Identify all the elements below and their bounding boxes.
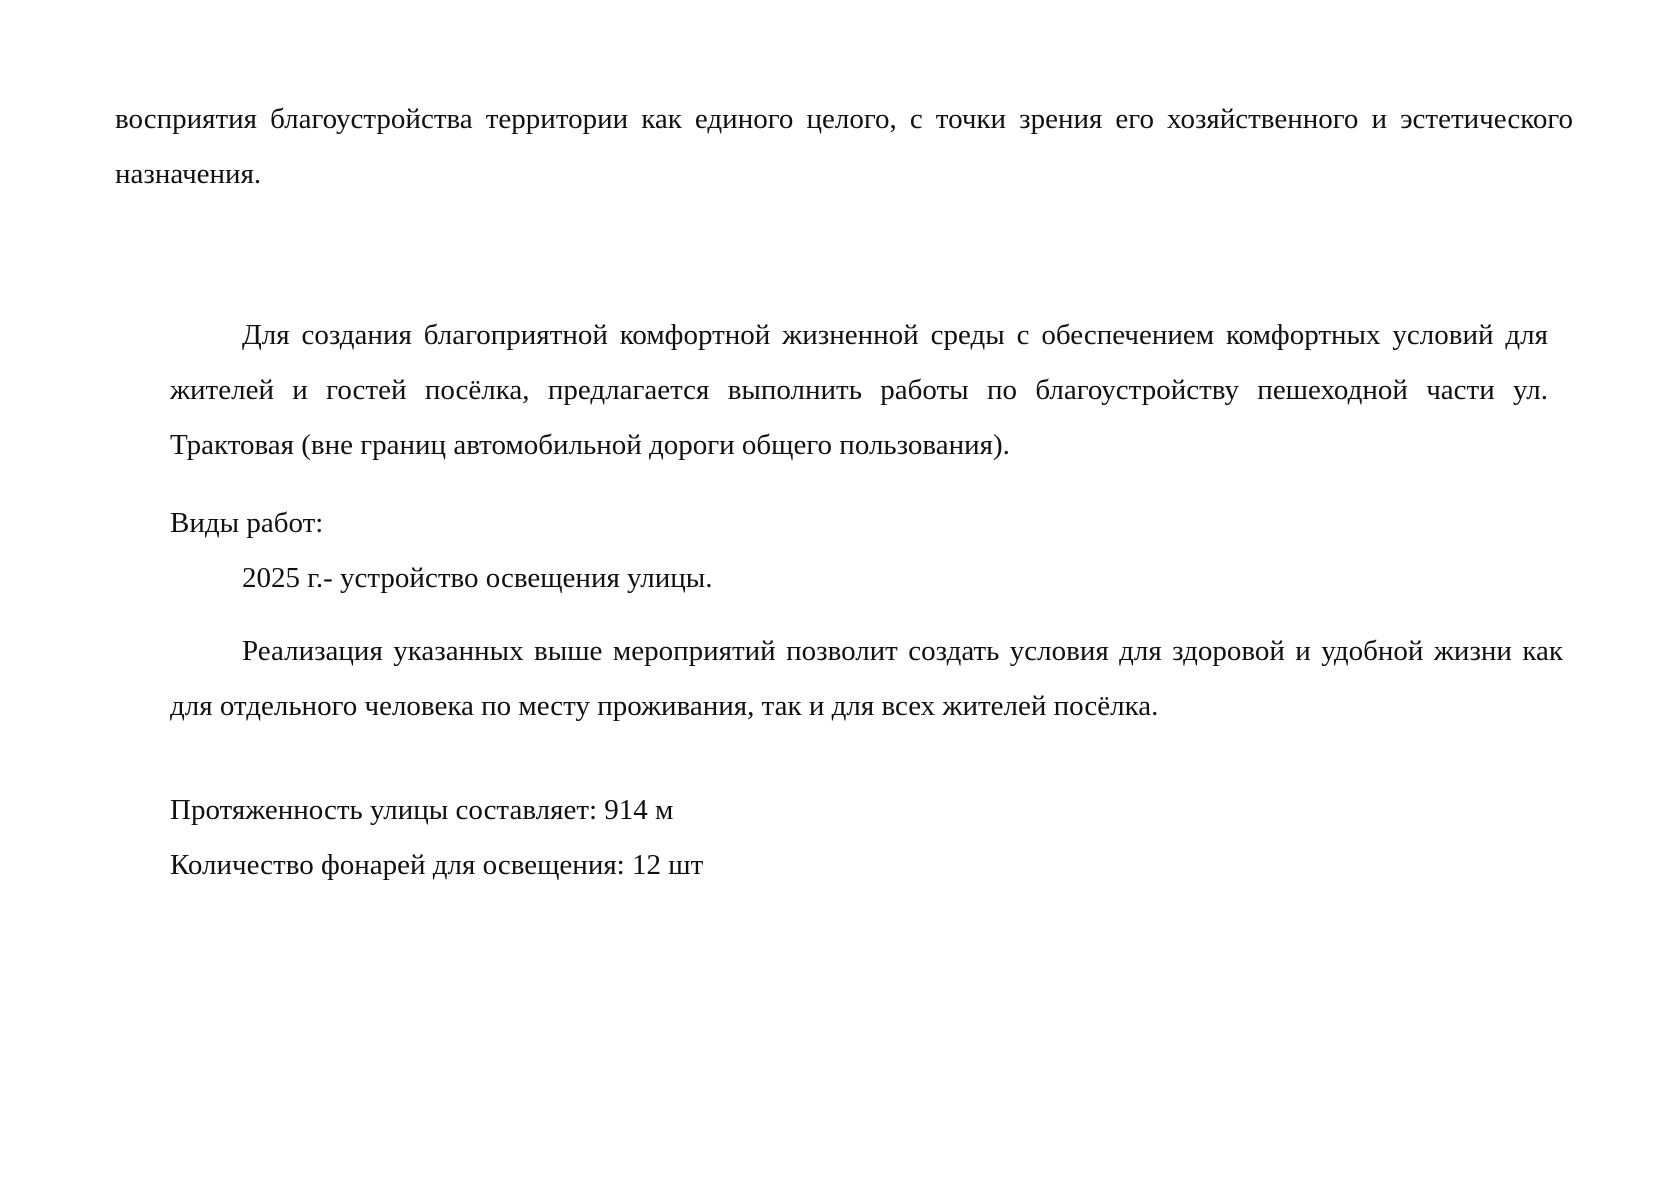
continuation-paragraph: восприятия благоустройства территории как единого целого, с точки зрения его хозяйственного и эстетического назначения.: [115, 103, 1573, 190]
work-types-heading: Виды работ:: [170, 507, 324, 539]
lamp-count-line: Количество фонарей для освещения: 12 шт: [170, 849, 704, 881]
result-paragraph: Реализация указанных выше мероприятий позволит создать условия для здоровой и удобной жизни как для отдельного человека по месту проживания, так и для всех жителей посёлка.: [170, 635, 1563, 722]
work-item: 2025 г.- устройство освещения улицы.: [242, 562, 713, 594]
intro-paragraph: Для создания благоприятной комфортной жизненной среды с обеспечением комфортных условий для жителей и гостей посёлка, предлагается выполнить работы по благоустройству пешеходной части ул. Трактовая (вне границ автомобильной дороги общего пользования).: [170, 319, 1548, 461]
street-length-line: Протяженность улицы составляет: 914 м: [170, 794, 674, 826]
